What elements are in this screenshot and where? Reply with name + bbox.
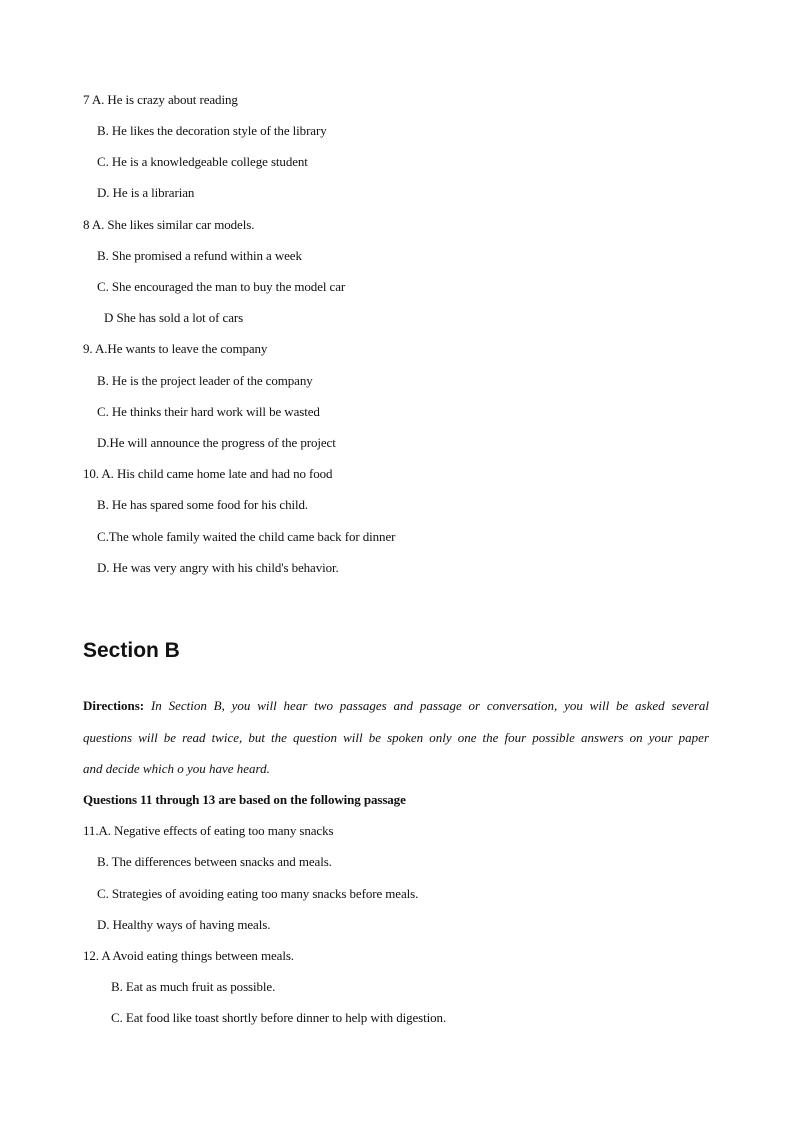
- q9-option-c: C. He thinks their hard work will be wasted: [97, 404, 320, 419]
- q7-option-b: B. He likes the decoration style of the library: [97, 123, 327, 138]
- q10-option-c: C.The whole family waited the child came back for dinner: [97, 529, 396, 544]
- q8-option-a: 8 A. She likes similar car models.: [83, 217, 255, 232]
- q10-option-a: 10. A. His child came home late and had no food: [83, 466, 333, 481]
- q7-option-c: C. He is a knowledgeable college student: [97, 154, 308, 169]
- directions-line-2: questions will be read twice, but the question will be spoken only one the four possible answers on your paper: [83, 730, 709, 745]
- q11-option-b: B. The differences between snacks and meals.: [97, 854, 332, 869]
- q12-option-b: B. Eat as much fruit as possible.: [111, 979, 276, 994]
- q9-option-b: B. He is the project leader of the company: [97, 373, 313, 388]
- directions-line-1: [83, 698, 709, 714]
- q9-option-a: 9. A.He wants to leave the company: [83, 341, 268, 356]
- q9-option-d: D.He will announce the progress of the project: [97, 435, 336, 450]
- q10-option-d: D. He was very angry with his child's behavior.: [97, 560, 339, 575]
- q8-option-b: B. She promised a refund within a week: [97, 248, 302, 263]
- section-b-title: Section B: [83, 639, 180, 662]
- q10-option-b: B. He has spared some food for his child.: [97, 497, 309, 512]
- q12-option-c: C. Eat food like toast shortly before dinner to help with digestion.: [111, 1010, 447, 1025]
- questions-heading: Questions 11 through 13 are based on the following passage: [83, 792, 406, 807]
- q11-option-d: D. Healthy ways of having meals.: [97, 917, 271, 932]
- q12-option-a: 12. A Avoid eating things between meals.: [83, 948, 294, 963]
- q8-option-c: C. She encouraged the man to buy the model car: [97, 279, 346, 294]
- q11-option-a: 11.A. Negative effects of eating too many snacks: [83, 823, 334, 838]
- q7-option-d: D. He is a librarian: [97, 185, 195, 200]
- q7-option-a: 7 A. He is crazy about reading: [83, 92, 238, 107]
- q11-option-c: C. Strategies of avoiding eating too many snacks before meals.: [97, 886, 419, 901]
- directions-line-3: and decide which o you have heard.: [83, 761, 270, 776]
- directions-label: Directions:: [83, 698, 145, 713]
- q8-option-d: D She has sold a lot of cars: [104, 310, 244, 325]
- directions-text-1: In Section B, you will hear two passages and passage or conversation, you will be asked several: [150, 698, 710, 713]
